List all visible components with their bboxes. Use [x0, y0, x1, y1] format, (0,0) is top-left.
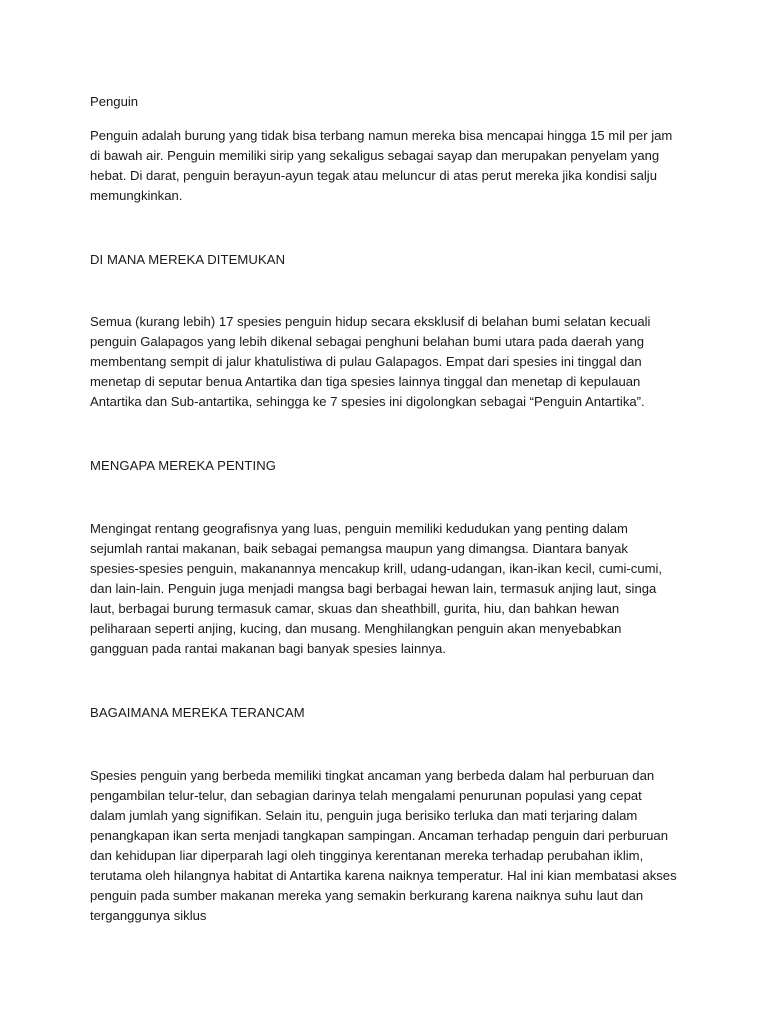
document-title: Penguin: [90, 94, 139, 109]
section-heading-how-threatened: BAGAIMANA MEREKA TERANCAM: [90, 705, 305, 720]
section-body-where-found: Semua (kurang lebih) 17 spesies penguin hidup secara eksklusif di belahan bumi selatan kecuali penguin Galapagos yang lebih dikenal sebagai penghuni belahan bumi utara pada daerah yang membentang sempit di jalur khatulistiwa di pulau Galapagos. Empat dari spesies ini tinggal dan menetap di seputar benua Antartika dan tiga spesies lainnya tinggal dan menetap di kepulauan Antartika dan Sub-antartika, sehingga ke 7 spesies ini digolongkan sebagai “Penguin Antartika”.: [90, 314, 651, 409]
intro-paragraph: Penguin adalah burung yang tidak bisa terbang namun mereka bisa mencapai hingga 15 mil per jam di bawah air. Penguin memiliki sirip yang sekaligus sebagai sayap dan merupakan penyelam yang hebat. Di darat, penguin berayun-ayun tegak atau meluncur di atas perut mereka jika kondisi salju memungkinkan.: [90, 128, 673, 203]
section-heading-where-found: DI MANA MEREKA DITEMUKAN: [90, 252, 286, 267]
section-body-why-important: Mengingat rentang geografisnya yang luas, penguin memiliki kedudukan yang penting dalam sejumlah rantai makanan, baik sebagai pemangsa maupun yang dimangsa. Diantara banyak spesies-spesies penguin, makanannya mencakup krill, udang-udangan, ikan-ikan kecil, cumi-cumi, dan lain-lain. Penguin juga menjadi mangsa bagi berbagai hewan lain, termasuk anjing laut, singa laut, berbagai burung termasuk camar, skuas dan sheathbill, gurita, hiu, dan bahkan hewan peliharaan seperti anjing, kucing, dan musang. Menghilangkan penguin akan menyebabkan gangguan pada rantai makanan bagi banyak spesies lainnya.: [90, 521, 663, 656]
section-heading-why-important: MENGAPA MEREKA PENTING: [90, 458, 277, 473]
section-body-how-threatened: Spesies penguin yang berbeda memiliki tingkat ancaman yang berbeda dalam hal perburuan dan pengambilan telur-telur, dan sebagian darinya telah mengalami penurunan populasi yang cepat dalam jumlah yang signifikan. Selain itu, penguin juga berisiko terluka dan mati terjaring dalam penangkapan ikan serta menjadi tangkapan sampingan. Ancaman terhadap penguin dari perburuan dan kehidupan liar diperparah lagi oleh tingginya kerentanan mereka terhadap perubahan iklim, terutama oleh hilangnya habitat di Antartika karena naiknya temperatur. Hal ini kian membatasi akses penguin pada sumber makanan mereka yang semakin berkurang karena naiknya suhu laut dan terganggunya siklus: [90, 768, 677, 923]
document-body: [90, 92, 680, 926]
